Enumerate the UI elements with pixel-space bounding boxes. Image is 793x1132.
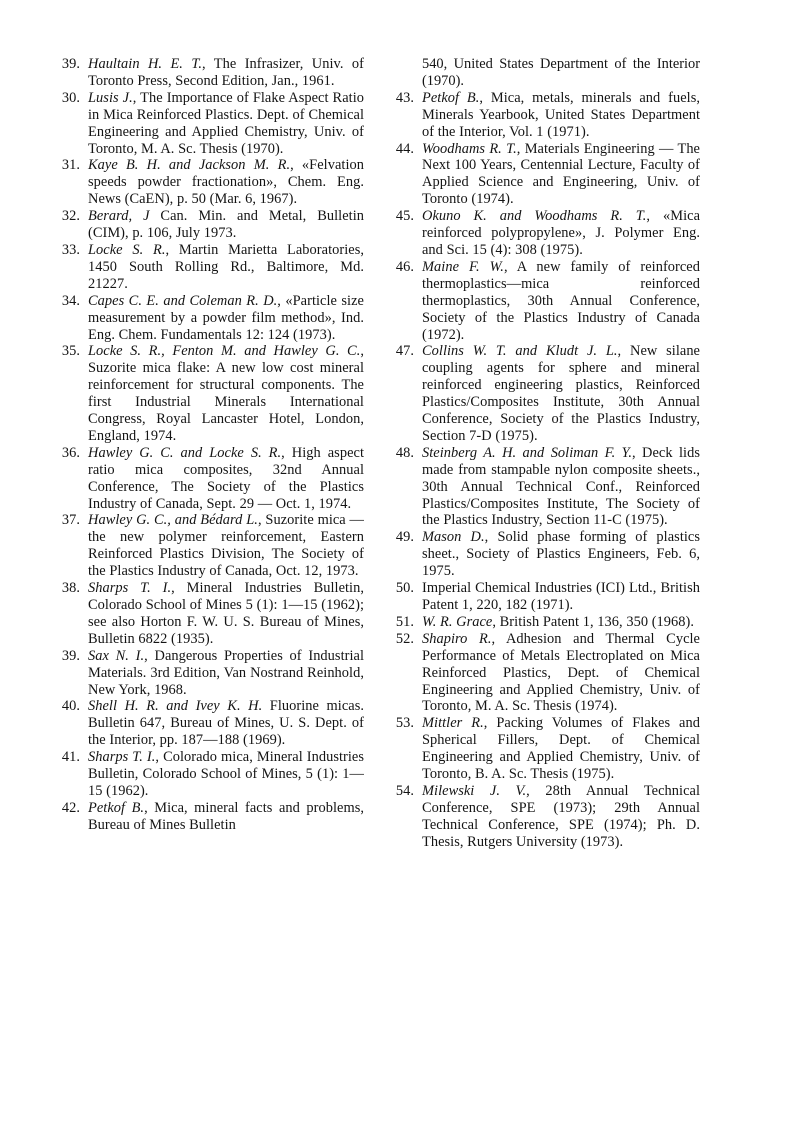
reference-text: , Packing Volumes of Flakes and Spherical Fillers, Dept. of Chemical Engineering and Applied Chemistry, Univ. of Toronto, B. A. Sc. Thesis (1975). bbox=[422, 715, 700, 783]
reference-author: Sharps T. I. bbox=[88, 749, 156, 766]
reference-number: 48. bbox=[395, 444, 414, 461]
reference-author: Petkof B. bbox=[88, 799, 145, 816]
reference-item bbox=[52, 749, 364, 800]
reference-text: Can. Min. and Metal, Bulletin (CIM), p. 106, July 1973. bbox=[88, 208, 364, 242]
reference-author: Kaye B. H. and Jackson M. R. bbox=[88, 157, 291, 174]
reference-text: , Materials Engineering — The Next 100 Years, Centennial Lecture, Faculty of Applied Science and Engineering, Univ. of Toronto (1974). bbox=[422, 140, 700, 208]
reference-author: Shapiro R. bbox=[422, 630, 492, 647]
right-column bbox=[384, 56, 700, 851]
right-reference-list bbox=[384, 90, 700, 851]
reference-text: , «Particle size measurement by a powder film method», Ind. Eng. Chem. Fundamentals 12: 124 (1973). bbox=[88, 292, 364, 343]
reference-item bbox=[384, 614, 700, 631]
reference-number: 34. bbox=[61, 292, 80, 309]
reference-item bbox=[384, 580, 700, 614]
reference-number: 39. bbox=[61, 647, 80, 664]
reference-author: Sax N. I. bbox=[88, 647, 145, 664]
reference-item bbox=[384, 445, 700, 530]
reference-text: , A new family of reinforced thermoplastics—mica reinforced thermoplastics, 30th Annual Conference, Society of the Plastics Industry of Canada (1972). bbox=[422, 258, 700, 343]
reference-item bbox=[52, 343, 364, 444]
reference-item bbox=[52, 512, 364, 580]
reference-number: 44. bbox=[395, 140, 414, 157]
reference-item bbox=[384, 90, 700, 141]
reference-continuation: 540, United States Department of the Interior (1970). bbox=[422, 56, 700, 89]
reference-item bbox=[52, 242, 364, 293]
reference-item bbox=[52, 800, 364, 834]
reference-author: W. R. Grace bbox=[422, 613, 493, 630]
reference-text: , Mineral Industries Bulletin, Colorado School of Mines 5 (1): 1—15 (1962); see also Horton F. W. U. S. Bureau of Mines, Bulletin 6822 (1935). bbox=[88, 580, 364, 647]
reference-item bbox=[52, 445, 364, 513]
reference-author: Milewski J. V. bbox=[422, 782, 527, 799]
reference-text: , Deck lids made from stampable nylon composite sheets., 30th Annual Technical Conf., Reinforced Plastics/Composites Institute, The Society of the Plastics Industry, Section 11-C (1975). bbox=[422, 444, 701, 529]
reference-text: , New silane coupling agents for sphere and mineral reinforced engineering plastics, Reinforced Plastics/Composites Institute, 30th Annual Conference, Society of the Plastics Industry, Section 7-D (1975). bbox=[422, 343, 700, 444]
reference-text: , Suzorite mica flake: A new low cost mineral reinforcement for structural components. The first Industrial Minerals International Congress, Royal Lancaster Hotel, London, England, 1974. bbox=[88, 343, 364, 444]
reference-number: 42. bbox=[61, 799, 80, 816]
reference-author: Okuno K. and Woodhams R. T. bbox=[422, 208, 647, 225]
reference-author: Sharps T. I. bbox=[88, 580, 172, 597]
reference-author: Steinberg A. H. and Soliman F. Y. bbox=[422, 444, 633, 461]
reference-item bbox=[384, 631, 700, 716]
reference-text: , Mica, mineral facts and problems, Bureau of Mines Bulletin bbox=[88, 799, 364, 833]
reference-author: Berard, J bbox=[88, 208, 150, 225]
reference-number: 51. bbox=[395, 613, 414, 630]
reference-author: Capes C. E. and Coleman R. D. bbox=[88, 292, 278, 309]
reference-item bbox=[52, 157, 364, 208]
reference-number: 52. bbox=[395, 630, 414, 647]
reference-text: Imperial Chemical Industries (ICI) Ltd., British Patent 1, 220, 182 (1971). bbox=[422, 580, 700, 613]
reference-author: Hawley G. C. and Locke S. R. bbox=[88, 444, 282, 461]
reference-text: , Suzorite mica —the new polymer reinforcement, Eastern Reinforced Plastics Division, The Society of the Plastics Industry of Canada, Oct. 12, 1973. bbox=[88, 512, 364, 580]
reference-text: , Solid phase forming of plastics sheet., Society of Plastics Engineers, Feb. 6, 1975. bbox=[422, 529, 700, 580]
reference-author: Haultain H. E. T. bbox=[88, 56, 202, 72]
reference-author: Shell H. R. and Ivey K. H. bbox=[88, 698, 263, 715]
reference-text: , British Patent 1, 136, 350 (1968). bbox=[492, 613, 695, 630]
reference-item bbox=[384, 783, 700, 851]
reference-item bbox=[384, 141, 700, 209]
reference-number: 37. bbox=[61, 512, 80, 529]
reference-author: Maine F. W. bbox=[422, 258, 504, 275]
reference-number: 41. bbox=[61, 749, 80, 766]
reference-author: Mason D. bbox=[422, 529, 485, 546]
reference-author: Petkof B. bbox=[422, 89, 480, 106]
reference-text: , «Mica reinforced polypropylene», J. Polymer Eng. and Sci. 15 (4): 308 (1975). bbox=[422, 208, 701, 258]
reference-number: 33. bbox=[61, 241, 80, 258]
reference-number: 32. bbox=[61, 208, 80, 225]
reference-author: Locke S. R., Fenton M. and Hawley G. C. bbox=[88, 343, 361, 360]
reference-item bbox=[384, 259, 700, 344]
reference-text: , Colorado mica, Mineral Industries Bulletin, Colorado School of Mines, 5 (1): 1—15 (1962). bbox=[88, 749, 365, 799]
reference-number: 46. bbox=[395, 258, 414, 275]
reference-number: 35. bbox=[61, 343, 80, 360]
reference-number: 54. bbox=[395, 782, 414, 799]
reference-text: , 28th Annual Technical Conference, SPE (1973); 29th Annual Technical Conference, SPE (1974); Ph. D. Thesis, Rutgers University (1973). bbox=[422, 782, 700, 850]
reference-author: Mittler R. bbox=[422, 715, 484, 732]
reference-text: , The Importance of Flake Aspect Ratio in Mica Reinforced Plastics. Dept. of Chemical Engineering and Applied Chemistry, Univ. of Toronto, M. A. Sc. Thesis (1970). bbox=[88, 89, 364, 157]
reference-text: , The Infrasizer, Univ. of Toronto Press, Second Edition, Jan., 1961. bbox=[88, 56, 364, 89]
reference-item bbox=[384, 343, 700, 444]
reference-text: , High aspect ratio mica composites, 32nd Annual Conference, The Society of the Plastics Industry of Canada, Sept. 29 — Oct. 1, 1974. bbox=[88, 444, 364, 512]
reference-number: 36. bbox=[61, 444, 80, 461]
reference-item bbox=[52, 90, 364, 158]
reference-number: 50. bbox=[395, 580, 414, 597]
reference-text: , «Felvation speeds powder fractionation», Chem. Eng. News (CaEN), p. 50 (Mar. 6, 1967). bbox=[88, 157, 364, 208]
reference-text: , Dangerous Properties of Industrial Materials. 3rd Edition, Van Nostrand Reinhold, New York, 1968. bbox=[88, 647, 364, 698]
reference-number: 31. bbox=[61, 157, 80, 174]
reference-author: Locke S. R. bbox=[88, 241, 166, 258]
reference-item bbox=[52, 648, 364, 699]
reference-text: Fluorine micas. Bulletin 647, Bureau of Mines, U. S. Dept. of the Interior, pp. 187—188 (1969). bbox=[88, 698, 364, 749]
reference-author: Lusis J. bbox=[88, 89, 133, 106]
reference-item bbox=[384, 208, 700, 259]
reference-number: 39. bbox=[61, 56, 80, 72]
reference-item bbox=[52, 56, 364, 90]
reference-number: 40. bbox=[61, 698, 80, 715]
reference-item bbox=[384, 715, 700, 783]
left-column bbox=[52, 56, 364, 834]
reference-author: Collins W. T. and Kludt J. L. bbox=[422, 343, 618, 360]
reference-number: 30. bbox=[61, 89, 80, 106]
reference-item bbox=[52, 208, 364, 242]
reference-number: 45. bbox=[395, 208, 414, 225]
reference-number: 53. bbox=[395, 715, 414, 732]
reference-text: , Adhesion and Thermal Cycle Performance of Metals Electroplated on Mica Reinforced Plastics, Dept. of Chemical Engineering and Applied Chemistry, Univ. of Toronto, M. A. Sc. Thesis (1974). bbox=[422, 630, 700, 715]
reference-text: , Martin Marietta Laboratories, 1450 South Rolling Rd., Baltimore, Md. 21227. bbox=[88, 241, 364, 292]
reference-text: , Mica, metals, minerals and fuels, Minerals Yearbook, United States Department of the Interior, Vol. 1 (1971). bbox=[422, 89, 700, 140]
reference-item bbox=[52, 580, 364, 648]
reference-author: Hawley G. C., and Bédard L. bbox=[88, 512, 258, 529]
reference-number: 47. bbox=[395, 343, 414, 360]
reference-number: 38. bbox=[61, 580, 80, 597]
reference-item bbox=[52, 698, 364, 749]
reference-item bbox=[384, 529, 700, 580]
reference-item bbox=[52, 293, 364, 344]
reference-number: 43. bbox=[395, 89, 414, 106]
reference-number: 49. bbox=[395, 529, 414, 546]
reference-author: Woodhams R. T. bbox=[422, 140, 517, 157]
